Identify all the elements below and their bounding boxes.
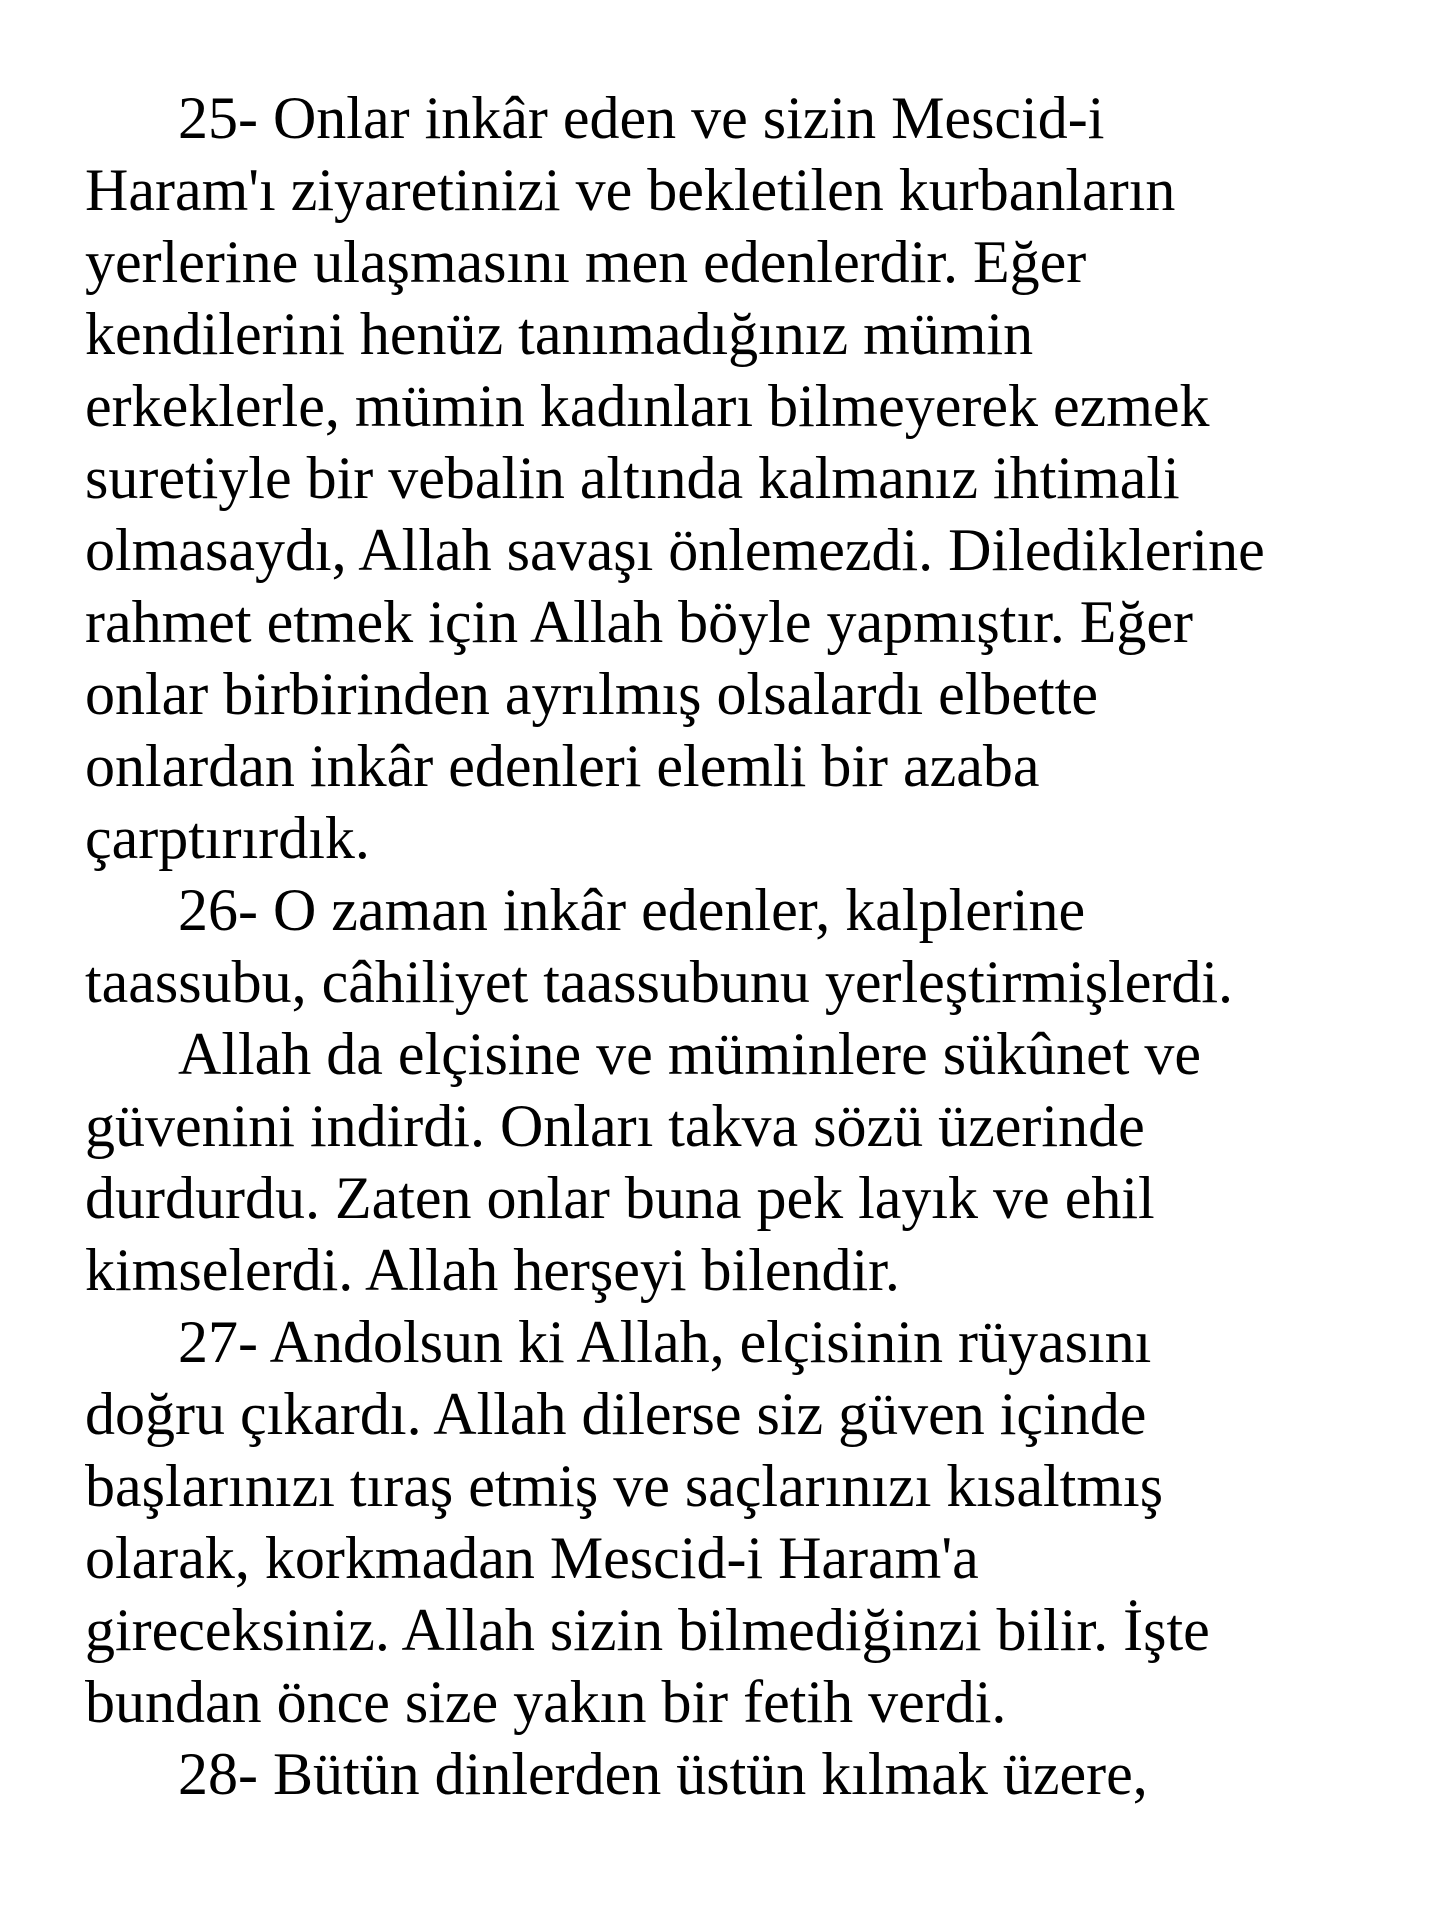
text-line: bundan önce size yakın bir fetih verdi. xyxy=(85,1669,1007,1735)
text-line: gireceksiniz. Allah sizin bilmediğinzi bilir. İşte xyxy=(85,1597,1210,1663)
text-line: olarak, korkmadan Mescid-i Haram'a xyxy=(85,1525,979,1591)
text-line: güvenini indirdi. Onları takva sözü üzerinde xyxy=(85,1093,1145,1159)
text-line: durdurdu. Zaten onlar buna pek layık ve ehil xyxy=(85,1165,1155,1231)
text-line: yerlerine ulaşmasını men edenlerdir. Eğer xyxy=(85,229,1087,295)
text-line: rahmet etmek için Allah böyle yapmıştır. Eğer xyxy=(85,589,1194,655)
text-line: 25- Onlar inkâr eden ve sizin Mescid-i xyxy=(178,85,1105,151)
text-line: onlar birbirinden ayrılmış olsalardı elbette xyxy=(85,661,1099,727)
text-line: doğru çıkardı. Allah dilerse siz güven içinde xyxy=(85,1381,1147,1447)
text-line: suretiyle bir vebalin altında kalmanız ihtimali xyxy=(85,445,1180,511)
text-line: Allah da elçisine ve müminlere sükûnet ve xyxy=(178,1021,1202,1087)
text-line: onlardan inkâr edenleri elemli bir azaba xyxy=(85,733,1040,799)
text-line: taassubu, câhiliyet taassubunu yerleştirmişlerdi. xyxy=(85,949,1234,1015)
text-line: 28- Bütün dinlerden üstün kılmak üzere, xyxy=(178,1741,1148,1807)
text-line: başlarınızı tıraş etmiş ve saçlarınızı kısaltmış xyxy=(85,1453,1164,1519)
text-line: Haram'ı ziyaretinizi ve bekletilen kurbanların xyxy=(85,157,1176,223)
text-line: 26- O zaman inkâr edenler, kalplerine xyxy=(178,877,1086,943)
text-line: 27- Andolsun ki Allah, elçisinin rüyasını xyxy=(178,1309,1152,1375)
text-line: erkeklerle, mümin kadınları bilmeyerek ezmek xyxy=(85,373,1210,439)
text-line: kimselerdi. Allah herşeyi bilendir. xyxy=(85,1237,900,1303)
text-line: çarptırırdık. xyxy=(85,805,370,871)
text-line: kendilerini henüz tanımadığınız mümin xyxy=(85,301,1034,367)
text-line: olmasaydı, Allah savaşı önlemezdi. Dilediklerine xyxy=(85,517,1265,583)
